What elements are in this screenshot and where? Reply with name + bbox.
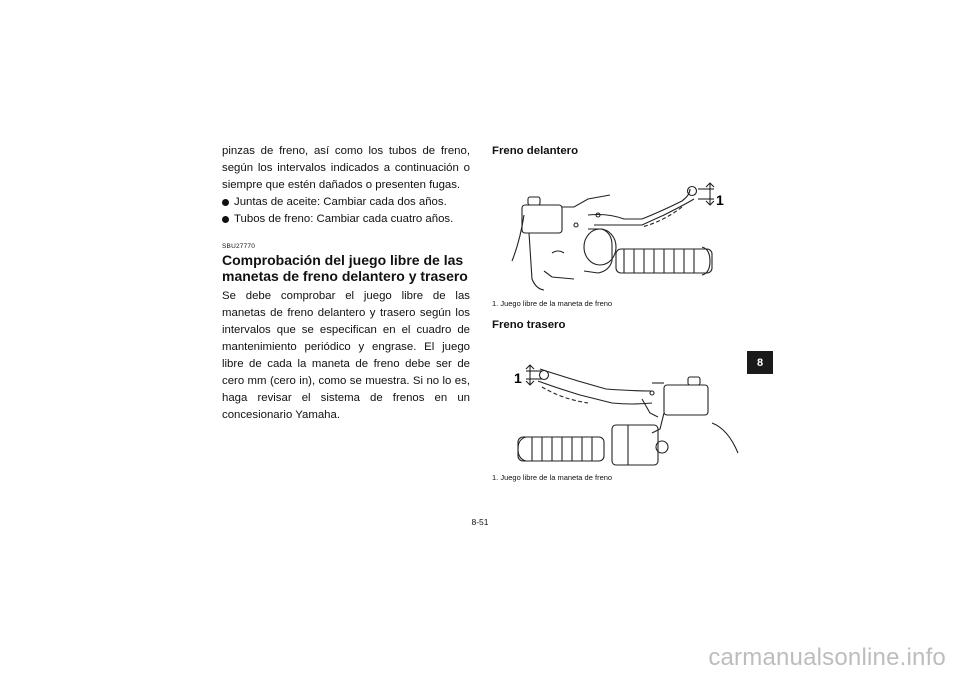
bullet-item (222, 194, 470, 211)
figure-title-front: Freno delantero (492, 145, 579, 157)
figure-caption-front: 1. Juego libre de la maneta de freno (492, 299, 613, 308)
bullet-icon (222, 216, 229, 223)
left-column (222, 143, 470, 424)
bullet-text: Juntas de aceite: Cambiar cada dos años. (234, 196, 447, 208)
section-title: Comprobación del juego libre de las manetas de freno delantero y trasero (222, 252, 468, 284)
rear-brake-lever-illustration (492, 333, 742, 473)
body-paragraph: Se debe comprobar el juego libre de las manetas de freno delantero y trasero según los intervalos que se especifican en el cuadro de mantenimiento periódico y engrase. El juego libre de cada la maneta de freno debe ser de cero mm (cero in), como se muestra. Si no lo es, haga revisar el sistema de frenos en un concesionario Yamaha. (222, 290, 470, 421)
page-number: 8-51 (471, 517, 489, 527)
section-code: SBU27770 (222, 243, 256, 250)
callout-number: 1 (514, 370, 522, 386)
front-brake-lever-illustration (492, 159, 742, 299)
right-column (492, 143, 742, 483)
figure-caption-rear: 1. Juego libre de la maneta de freno (492, 473, 613, 482)
bullet-item (222, 211, 470, 228)
watermark: carmanualsonline.info (708, 644, 946, 671)
callout-number: 1 (716, 192, 724, 208)
chapter-tab: 8 (747, 351, 773, 374)
intro-paragraph: pinzas de freno, así como los tubos de freno, según los intervalos indicados a continuación o siempre que estén dañados o presenten fugas. (222, 145, 470, 191)
figure-title-rear: Freno trasero (492, 319, 566, 331)
bullet-text: Tubos de freno: Cambiar cada cuatro años. (234, 213, 454, 225)
bullet-icon (222, 199, 229, 206)
